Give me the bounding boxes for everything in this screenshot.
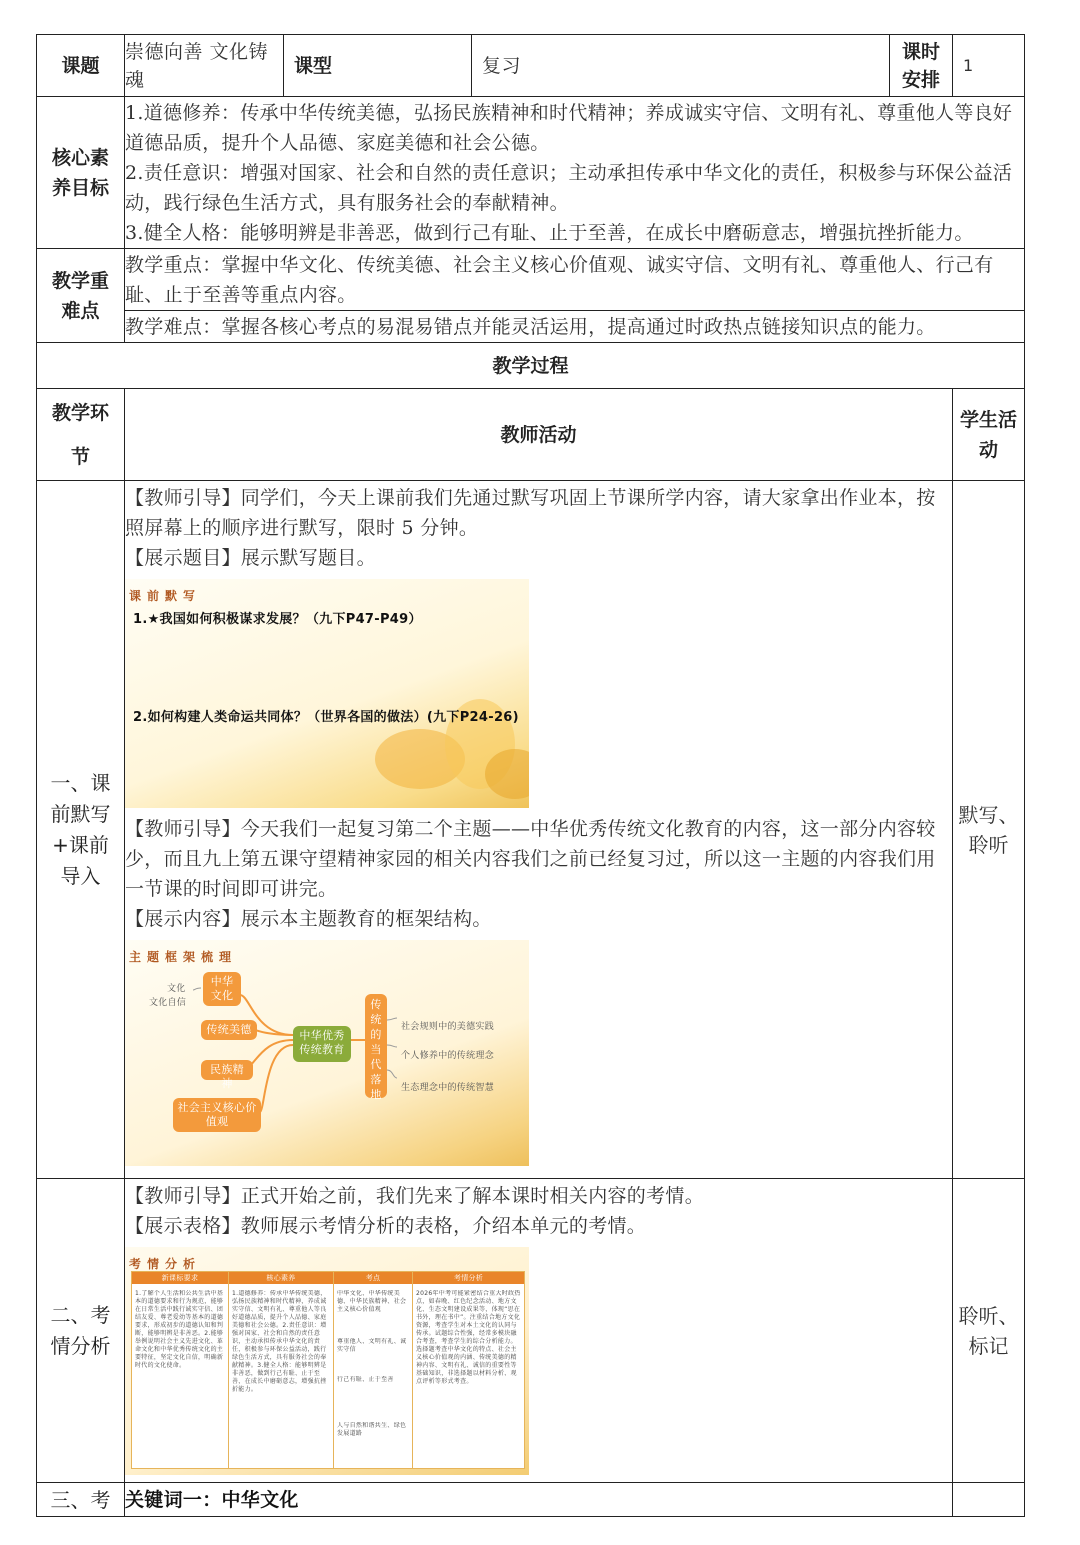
- keypoints-focus: 教学重点：掌握中华文化、传统美德、社会主义核心价值观、诚实守信、文明有礼、尊重他人、行己有耻、止于至善等重点内容。: [125, 249, 1025, 311]
- framework-branch-1: 社会规则中的美德实践: [401, 1022, 495, 1032]
- topic-value: 崇德向善 文化铸魂: [125, 35, 284, 97]
- framework-node-spirit: 民族精神: [201, 1060, 253, 1080]
- col-teacher-header: 教师活动: [125, 389, 953, 481]
- exam-cell-point-3: 行己有耻、止于至善: [337, 1376, 394, 1383]
- hours-value: 1: [953, 35, 1025, 97]
- lesson-plan-table: [36, 34, 1025, 1517]
- section1-show-2: 【展示内容】展示本主题教育的框架结构。: [125, 908, 492, 930]
- framework-small-2: 文化自信: [149, 998, 187, 1008]
- exam-analysis-slide: [125, 1247, 529, 1475]
- section1-guide-2: 【教师引导】今天我们一起复习第二个主题——中华优秀传统文化教育的内容，这一部分内容较少，而且九上第五课守望精神家园的相关内容我们之前已经复习过，所以这一主题的内容我们用一节课的时间即可讲完。: [125, 818, 936, 900]
- exam-cell-standards: 1.了解个人生活和公共生活中基本的道德要求和行为规范，能够在日常生活中践行诚实守信、团结友爱、尊老爱幼等基本的道德要求，形成初步的道德认知和判断，能够明辨是非善恶。2.能够举例说明社会主义先进文化、革命文化和中华优秀传统文化的主要特征，坚定文化自信，明确新时代的文化使命。: [135, 1290, 224, 1369]
- exam-cell-point-4: 人与自然和谐共生、绿色发展道路: [337, 1422, 407, 1437]
- section2-guide: 【教师引导】正式开始之前，我们先来了解本课时相关内容的考情。: [125, 1185, 705, 1207]
- framework-branch-2: 个人修养中的传统理念: [401, 1051, 495, 1061]
- section3-student: [953, 1483, 1025, 1517]
- process-title: 教学过程: [37, 343, 1025, 389]
- framework-slide: [125, 940, 529, 1166]
- exam-col-header-4: 考情分析: [413, 1272, 524, 1284]
- framework-node-values: 社会主义核心价值观: [173, 1098, 261, 1132]
- exam-slide-title: 考情分析: [129, 1257, 202, 1271]
- keypoints-difficulty: 教学难点：掌握各核心考点的易混易错点并能灵活运用，提高通过时政热点链接知识点的能力。: [125, 311, 1025, 343]
- section1-stage: 一、课前默写+课前导入: [37, 481, 125, 1179]
- col-stage-header: 教学环节: [37, 389, 125, 481]
- framework-slide-title: 主题框架梳理: [129, 950, 238, 964]
- section2-student: 聆听、标记: [953, 1179, 1025, 1483]
- exam-col-header-3: 考点: [334, 1272, 412, 1284]
- type-value: 复习: [472, 35, 890, 97]
- section1-student: 默写、聆听: [953, 481, 1025, 1179]
- framework-node-right: 传统的当代落地: [365, 994, 387, 1098]
- type-label: 课型: [284, 35, 472, 97]
- framework-node-center: 中华优秀传统教育: [293, 1026, 351, 1062]
- section1-show-1: 【展示题目】展示默写题目。: [125, 547, 376, 569]
- exam-cell-literacy: 1.道德修养：传承中华传统美德，弘扬民族精神和时代精神，养成诚实守信、文明有礼、尊重他人等良好道德品质，提升个人品德、家庭美德和社会公德。2.责任意识：增强对国家、社会和自然的责任意识，主动承担传承中华文化的责任，积极参与环保公益活动，践行绿色生活方式，具有服务社会的奉献精神。3.健全人格：能够明辨是非善恶，做到行己有耻、止于至善，在成长中磨砺意志，增强抗挫折能力。: [232, 1290, 327, 1393]
- dictation-question-2: 2.如何构建人类命运共同体？（世界各国的做法）(九下P24-26): [133, 710, 519, 725]
- framework-small-1: 文化: [167, 984, 186, 994]
- framework-node-virtue: 传统美德: [201, 1020, 257, 1040]
- exam-col-header-2: 核心素养: [229, 1272, 333, 1284]
- goal-item-1: 1.道德修养：传承中华传统美德，弘扬民族精神和时代精神；养成诚实守信、文明有礼、尊重他人等良好道德品质，提升个人品德、家庭美德和社会公德。: [125, 101, 1013, 154]
- section2-show: 【展示表格】教师展示考情分析的表格，介绍本单元的考情。: [125, 1215, 647, 1237]
- section1-teacher: [125, 481, 953, 1179]
- section2-stage: 二、考情分析: [37, 1179, 125, 1483]
- keypoints-label: 教学重难点: [37, 249, 125, 343]
- col-student-header: 学生活动: [953, 389, 1025, 481]
- section2-teacher: [125, 1179, 953, 1483]
- exam-cell-point-2: 尊重他人、文明有礼、诚实守信: [337, 1338, 407, 1353]
- dictation-slide: [125, 579, 529, 808]
- topic-label: 课题: [37, 35, 125, 97]
- goal-item-3: 3.健全人格：能够明辨是非善恶，做到行己有耻、止于至善，在成长中磨砺意志，增强抗挫折能力。: [125, 221, 974, 244]
- exam-analysis-grid: [131, 1271, 525, 1469]
- exam-cell-analysis: 2026年中考可能紧密结合重大时政热点，如春晚、红色纪念活动、地方文化、生态文明建设成果等，体现“思在书外，理在书中”。注重结合地方文化资源，考查学生对本土文化的认同与传承。试题综合性强，经常多模块融合考查，考查学生的综合分析能力。选择题考查中华文化的特点、社会主义核心价值观的内涵、传统美德的精神内容、文明有礼、诚信的重要性等基础知识，非选择题以材料分析、观点评析等形式考查。: [416, 1290, 521, 1385]
- goal-item-2: 2.责任意识：增强对国家、社会和自然的责任意识；主动承担传承中华文化的责任，积极参与环保公益活动，践行绿色生活方式，具有服务社会的奉献精神。: [125, 161, 1013, 214]
- goals-content: [125, 97, 1025, 249]
- exam-col-header-1: 新课标要求: [132, 1272, 228, 1284]
- framework-branch-3: 生态理念中的传统智慧: [401, 1083, 495, 1093]
- section1-guide-1: 【教师引导】同学们，今天上课前我们先通过默写巩固上节课所学内容，请大家拿出作业本，按照屏幕上的顺序进行默写，限时 5 分钟。: [125, 487, 936, 539]
- goals-label: 核心素养目标: [37, 97, 125, 249]
- section3-keyword: 关键词一：中华文化: [125, 1483, 953, 1517]
- framework-node-culture: 中华文化: [203, 972, 241, 1006]
- hours-label: 课时安排: [890, 35, 953, 97]
- exam-cell-point-1: 中华文化、中华传统美德、中华民族精神、社会主义核心价值观: [337, 1290, 407, 1313]
- dictation-question-1: 1.★我国如何积极谋求发展？（九下P47-P49）: [133, 612, 422, 627]
- section3-stage: 三、考: [37, 1483, 125, 1517]
- dictation-slide-title: 课前默写: [129, 589, 202, 603]
